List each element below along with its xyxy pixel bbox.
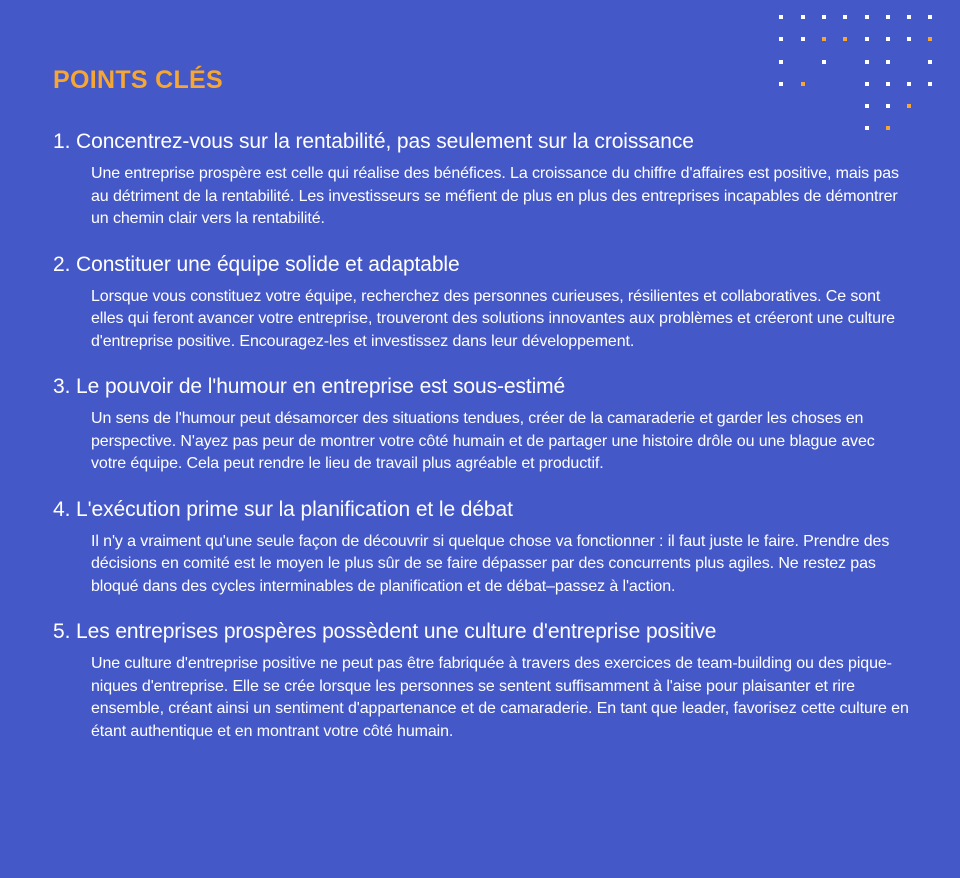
decorative-dot — [801, 15, 805, 19]
decorative-dot — [907, 104, 911, 108]
decorative-dot — [865, 15, 869, 19]
decorative-dot-grid — [779, 15, 939, 130]
decorative-dot — [865, 104, 869, 108]
point-item — [53, 128, 933, 231]
decorative-dot — [779, 82, 783, 86]
decorative-dot — [801, 82, 805, 86]
decorative-dot — [907, 15, 911, 19]
decorative-dot — [801, 37, 805, 41]
point-heading: 4. L'exécution prime sur la planification et le débat — [53, 497, 513, 521]
decorative-dot — [779, 60, 783, 64]
decorative-dot — [779, 15, 783, 19]
decorative-dot — [928, 37, 932, 41]
decorative-dot — [865, 60, 869, 64]
decorative-dot — [886, 15, 890, 19]
decorative-dot — [928, 82, 932, 86]
page-title: POINTS CLÉS — [53, 66, 223, 94]
decorative-dot — [843, 37, 847, 41]
decorative-dot — [907, 82, 911, 86]
decorative-dot — [886, 104, 890, 108]
decorative-dot — [822, 60, 826, 64]
point-heading: 1. Concentrez-vous sur la rentabilité, pas seulement sur la croissance — [53, 130, 694, 153]
decorative-dot — [822, 37, 826, 41]
point-item — [53, 373, 933, 476]
point-body: Il n'y a vraiment qu'une seule façon de découvrir si quelque chose va fonctionner : il faut juste le faire. Prendre des décisions en comité est le moyen le plus sûr de se faire dépasser par des concurrents plus agiles. Ne restez pas bloqué dans des cycles interminables de planification et de débat–passez à l'action. — [91, 532, 890, 595]
decorative-dot — [886, 82, 890, 86]
decorative-dot — [779, 37, 783, 41]
point-heading: 5. Les entreprises prospères possèdent une culture d'entreprise positive — [53, 620, 717, 643]
point-heading: 3. Le pouvoir de l'humour en entreprise est sous-estimé — [53, 375, 566, 398]
point-body: Lorsque vous constituez votre équipe, recherchez des personnes curieuses, résilientes et collaboratives. Ce sont elles qui feront avancer votre entreprise, trouveront des solutions innovantes aux problèmes et créeront une culture d'entreprise positive. Encouragez-les et investissez dans leur développement. — [91, 287, 895, 350]
decorative-dot — [928, 15, 932, 19]
decorative-dot — [843, 15, 847, 19]
decorative-dot — [822, 15, 826, 19]
point-item — [53, 251, 933, 354]
decorative-dot — [865, 82, 869, 86]
decorative-dot — [928, 60, 932, 64]
point-body: Un sens de l'humour peut désamorcer des situations tendues, créer de la camaraderie et garder les choses en perspective. N'ayez pas peur de montrer votre côté humain et de partager une histoire drôle ou une blague avec votre équipe. Cela peut rendre le lieu de travail plus agréable et productif. — [91, 410, 875, 472]
decorative-dot — [886, 60, 890, 64]
point-heading: 2. Constituer une équipe solide et adaptable — [53, 252, 460, 276]
point-body: Une culture d'entreprise positive ne peut pas être fabriquée à travers des exercices de team-building ou des pique-niques d'entreprise. Elle se crée lorsque les personnes se sentent suffisamment à l'aise pour plaisanter et rire ensemble, créant ainsi un sentiment d'appartenance et de camaraderie. En tant que leader, favorisez cette culture en étant authentique et en montrant votre côté humain. — [91, 655, 909, 740]
decorative-dot — [886, 37, 890, 41]
point-body: Une entreprise prospère est celle qui réalise des bénéfices. La croissance du chiffre d'affaires est positive, mais pas au détriment de la rentabilité. Les investisseurs se méfient de plus en plus des entreprises incapables de démontrer un chemin clair vers la rentabilité. — [91, 165, 899, 227]
decorative-dot — [907, 37, 911, 41]
point-item — [53, 496, 933, 599]
points-list — [53, 128, 933, 763]
point-item — [53, 618, 933, 743]
decorative-dot — [865, 37, 869, 41]
